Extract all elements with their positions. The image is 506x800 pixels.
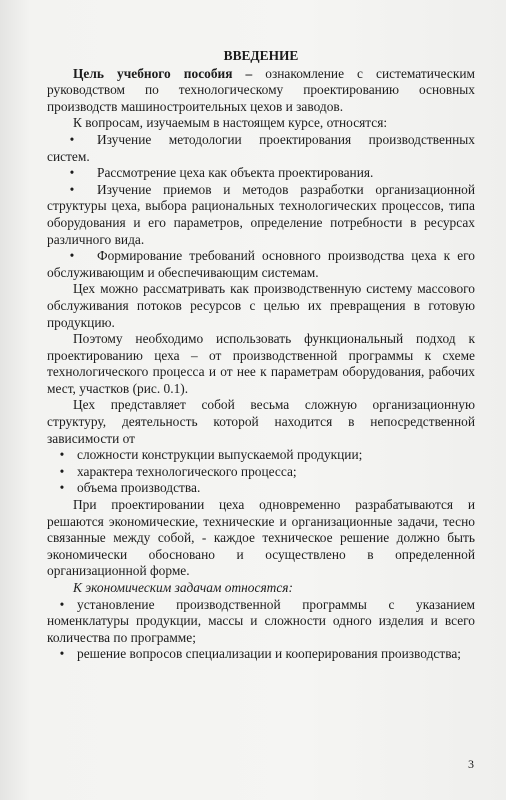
bullet-mark: • — [59, 480, 65, 496]
list-item: • сложности конструкции выпускаемой продукции; — [47, 447, 475, 464]
paragraph: Цех представляет собой весьма сложную организационную структуру, деятельность которой находится в непосредственной зависимости от — [47, 397, 475, 446]
list-item: • Рассмотрение цеха как объекта проектирования. — [47, 165, 475, 182]
questions-lead: К вопросам, изучаемым в настоящем курсе, относятся: — [73, 115, 388, 131]
list-item: • характера технологического процесса; — [47, 464, 475, 481]
list-item: • объема производства. — [47, 480, 475, 497]
list-item: • решение вопросов специализации и кооперирования производства; — [47, 646, 475, 663]
page-content — [47, 48, 475, 663]
paragraph: Цех можно рассматривать как производственную систему массового обслуживания потоков ресурсов с целью их превращения в готовую продукцию. — [47, 281, 475, 330]
bullet-mark: • — [59, 596, 65, 612]
page-number: 3 — [468, 757, 474, 771]
bullet-mark: • — [69, 248, 75, 264]
list-item: • Формирование требований основного производства цеха к его обслуживающим и обеспечивающим системам. — [47, 248, 475, 280]
page-title: ВВЕДЕНИЕ — [223, 48, 299, 63]
intro-bold: Цель учебного пособия – — [73, 65, 253, 81]
paragraph: Поэтому необходимо использовать функциональный подход к проектированию цеха – от производственной программы к схеме технологического процесса и от нее к параметрам оборудования, рабочих мест, участков (рис. 0.1). — [47, 331, 475, 396]
list-item: • установление производственной программы с указанием номенклатуры продукции, массы и сложности одного изделия и всего количества по программе; — [47, 596, 475, 645]
bullet-mark: • — [59, 646, 65, 662]
paragraph: При проектировании цеха одновременно разрабатываются и решаются экономические, технические и организационные задачи, тесно связанные между собой, - каждое техническое решение должно быть экономически обосновано и осуществлено в определенной организационной форме. — [47, 497, 475, 579]
list-item: • Изучение приемов и методов разработки организационной структуры цеха, выбора рациональных технологических процессов, типа оборудования и его параметров, определение потребности в ресурсах различного вида. — [47, 181, 475, 247]
bullet-mark: • — [69, 181, 75, 197]
list-item: • Изучение методологии проектирования производственных систем. — [47, 131, 475, 164]
intro-paragraph — [47, 66, 475, 116]
intro-rest: ознакомление с систематическим руководством по технологическому проектированию основных производств машиностроительных цехов и заводов. — [47, 65, 475, 114]
econ-heading: К экономическим задачам относятся: — [73, 580, 293, 595]
bullet-mark: • — [59, 447, 65, 463]
bullet-mark: • — [59, 463, 65, 479]
bullet-mark: • — [69, 165, 75, 181]
bullet-mark: • — [69, 131, 75, 147]
